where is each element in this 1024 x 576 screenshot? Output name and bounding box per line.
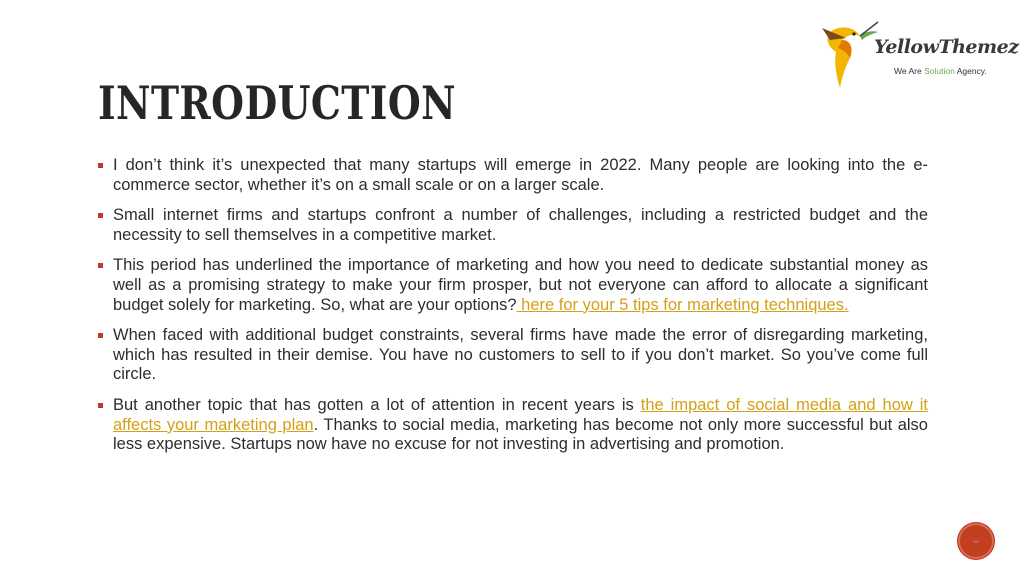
- list-item: [98, 156, 928, 195]
- list-item: [98, 396, 928, 455]
- bullet-list: [98, 156, 928, 466]
- bullet-text: Small internet firms and startups confront a number of challenges, including a restricted budget and the necessity to sell themselves in a competitive market.: [113, 206, 928, 244]
- bullet-text: I don’t think it’s unexpected that many startups will emerge in 2022. Many people are looking into the e-commerce sector, whether it’s on a small scale or on a larger scale.: [113, 156, 928, 194]
- list-item: [98, 326, 928, 385]
- slide-title: INTRODUCTION: [98, 76, 456, 130]
- list-item: [98, 256, 928, 315]
- bullet-marker-icon: [98, 263, 103, 268]
- page-nav-icon: ◦◦: [973, 536, 979, 546]
- social-media-link[interactable]: the impact of social media and how it affects your marketing plan: [113, 395, 929, 434]
- bullet-marker-icon: [98, 403, 103, 408]
- bullet-text: This period has underlined the importance of marketing and how you need to dedicate substantial money as well as a promising strategy to make your firm prosper, but not everyone can afford to allocate a significant budget solely for marketing. So, what are your options?: [113, 256, 928, 314]
- marketing-tips-link[interactable]: here for your 5 tips for marketing techniques.: [516, 295, 849, 314]
- logo-tagline: We Are Solution Agency.: [894, 66, 987, 76]
- bullet-marker-icon: [98, 213, 103, 218]
- bullet-marker-icon: [98, 333, 103, 338]
- company-logo: [820, 14, 1019, 94]
- bullet-text: But another topic that has gotten a lot of attention in recent years is: [113, 395, 641, 414]
- bullet-marker-icon: [98, 163, 103, 168]
- logo-wordmark: YellowThemez: [874, 36, 1019, 58]
- page-nav-button[interactable]: [958, 523, 994, 559]
- bullet-text: When faced with additional budget constraints, several firms have made the error of disregarding marketing, which has resulted in their demise. You have no customers to sell to if you don’t market. So you’ve come full circle.: [113, 326, 928, 384]
- hummingbird-icon: [820, 14, 880, 94]
- list-item: [98, 206, 928, 245]
- bullet-text: . Thanks to social media, marketing has become not only more successful but also less expensive. Startups now have no excuse for not investing in advertising and promotion.: [113, 415, 928, 454]
